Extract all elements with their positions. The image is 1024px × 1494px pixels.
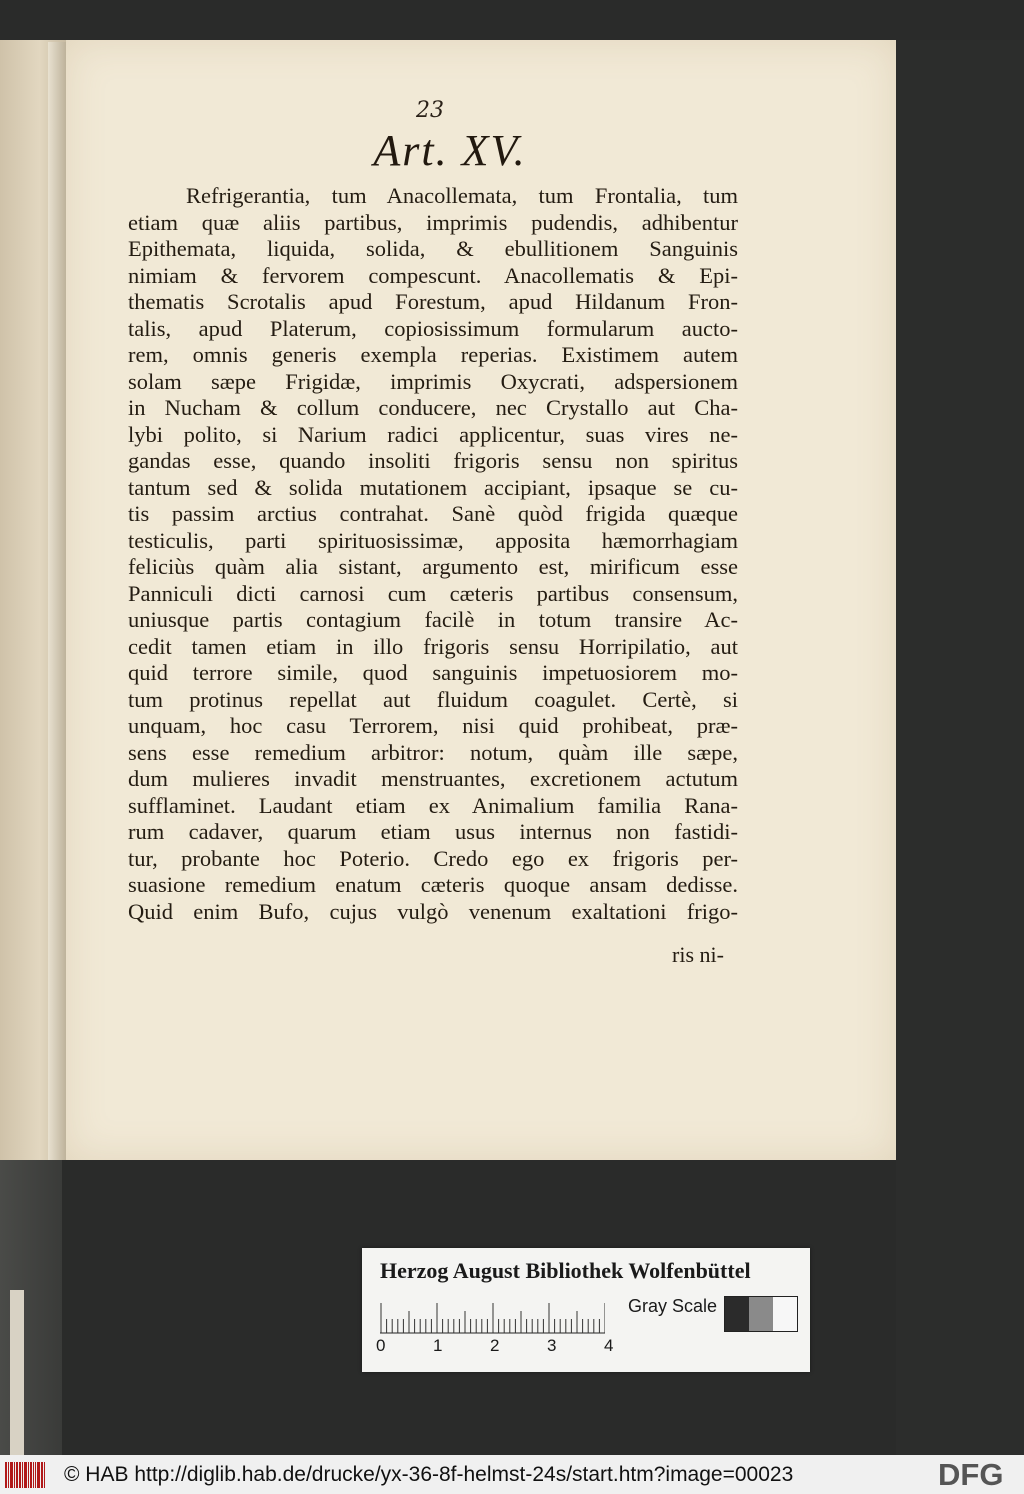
text-line: Epithemata, liquida, solida, & ebullitionem Sanguinis [128, 236, 738, 261]
text-line: tur, probante hoc Poterio. Credo ego ex frigoris per- [128, 845, 738, 871]
barcode-icon [4, 1461, 48, 1489]
text-line: quid terrore simile, quod sanguinis impetuosiorem mo- [128, 660, 738, 685]
text-line: gandas esse, quando insoliti frigoris sensu non spiritus [128, 448, 738, 473]
grayscale-swatches [724, 1296, 798, 1332]
text-line: rum cadaver, quarum etiam usus internus non fastidi- [128, 819, 738, 844]
footer-url[interactable]: © HAB http://diglib.hab.de/drucke/yx-36-8f-helmst-24s/start.htm?image=00023 [64, 1463, 794, 1486]
ruler-number: 4 [604, 1336, 614, 1355]
text-line: Panniculi dicti carnosi cum cæteris partibus consensum, [128, 580, 738, 606]
text-line: solam sæpe Frigidæ, imprimis Oxycrati, adspersionem [128, 368, 738, 394]
text-line: testiculis, parti spirituosissimæ, apposita hæmorrhagiam [128, 527, 738, 553]
text-line: unquam, hoc casu Terrorem, nisi quid prohibeat, præ- [128, 713, 738, 738]
text-line: tantum sed & solida mutationem accipiant, ipsaque se cu- [128, 474, 738, 500]
footer-bar [0, 1455, 1024, 1494]
grayscale-swatch [773, 1297, 797, 1331]
ruler-number: 2 [490, 1336, 500, 1355]
text-line: talis, apud Platerum, copiosissimum formularum aucto- [128, 315, 738, 341]
text-line: tis passim arctius contrahat. Sanè quòd frigida quæque [128, 501, 738, 526]
ruler-scale [380, 1300, 605, 1334]
page-gutter [48, 42, 68, 1160]
library-name: Herzog August Bibliothek Wolfenbüttel [380, 1258, 751, 1283]
text-line: etiam quæ aliis partibus, imprimis pudendis, adhibentur [128, 209, 738, 235]
text-line: Quid enim Bufo, cujus vulgò venenum exaltationi frigo- [128, 898, 738, 924]
text-line: sens esse remedium arbitror: notum, quàm ille sæpe, [128, 739, 738, 765]
article-title: Art. XV. [373, 126, 527, 175]
text-line: suasione remedium enatum cæteris quoque ansam dedisse. [128, 872, 738, 897]
ruler-numbers [376, 1336, 626, 1360]
page-body-text [128, 183, 738, 925]
text-line: rem, omnis generis exempla reperias. Existimem autem [128, 342, 738, 367]
grayscale-swatch [749, 1297, 773, 1331]
text-line: cedit tamen etiam in illo frigoris sensu Horripilatio, aut [128, 633, 738, 659]
text-line: in Nucham & collum conducere, nec Crystallo aut Cha- [128, 395, 738, 420]
dfg-logo: DFG [938, 1457, 1004, 1492]
text-line: tum protinus repellat aut fluidum coagulet. Certè, si [128, 686, 738, 712]
ruler-number: 0 [376, 1336, 386, 1355]
page-number: 23 [416, 98, 444, 123]
grayscale-swatch [725, 1297, 749, 1331]
text-line: feliciùs quàm alia sistant, argumento est, mirificum esse [128, 554, 738, 579]
text-line: Refrigerantia, tum Anacollemata, tum Frontalia, tum [186, 183, 738, 208]
book-spine-label [10, 1290, 24, 1455]
ruler-number: 3 [547, 1336, 557, 1355]
ruler-number: 1 [433, 1336, 443, 1355]
text-line: lybi polito, si Narium radici applicentur, suas vires ne- [128, 421, 738, 447]
grayscale-label: Gray Scale [628, 1296, 718, 1316]
text-line: nimiam & fervorem compescunt. Anacollematis & Epi- [128, 262, 738, 288]
text-line: thematis Scrotalis apud Forestum, apud Hildanum Fron- [128, 289, 738, 314]
text-line: sufflaminet. Laudant etiam ex Animalium familia Rana- [128, 792, 738, 818]
text-line: uniusque partis contagium facilè in totum transire Ac- [128, 607, 738, 632]
color-scale-card [362, 1248, 810, 1372]
text-line: dum mulieres invadit menstruantes, excretionem actutum [128, 766, 738, 791]
right-board [896, 40, 1024, 1455]
catchword: ris ni- [672, 942, 724, 967]
